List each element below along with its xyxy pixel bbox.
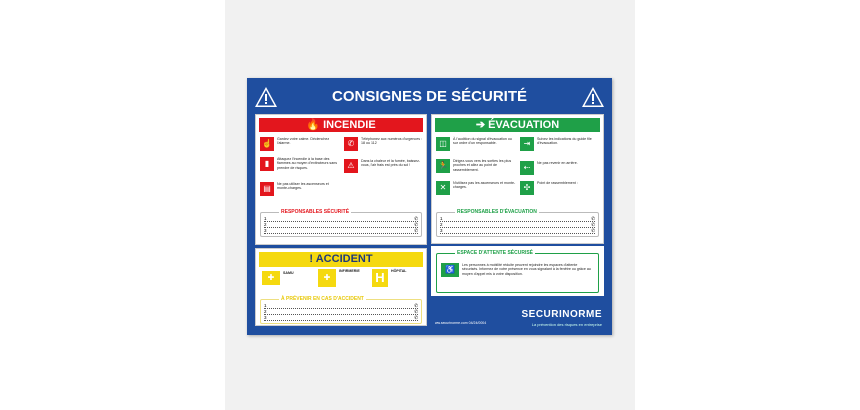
list-item: ✆ Téléphonez aux numéros d'urgences : 18 ou 112 [344, 137, 424, 151]
contact-line[interactable]: 1 ✆ [440, 216, 595, 221]
accident-header: ! ACCIDENT [259, 252, 423, 267]
guide-icon: ⇥ [520, 137, 534, 151]
first-aid-icon: ✚ [318, 269, 336, 287]
a-prevenir: À PRÉVENIR EN CAS D'ACCIDENT 1 ✆ 2 ✆ 3 ✆ [260, 299, 422, 324]
list-item: ⚠ Dans la chaleur et la fumée, baissez-vous, l'air frais est près du sol ! [344, 159, 424, 173]
no-return-icon: ⇠ [520, 161, 534, 175]
espace-box: ESPACE D'ATTENTE SÉCURISÉ ♿ Les personnes à mobilité réduite peuvent rejoindre les espaces d'attente sécurisés. Informez de votre présence en vous signalant à la fenêtre ou grâce au moyen d'appel mis à votre disposition. [436, 253, 599, 293]
contact-line[interactable]: 2 ✆ [264, 222, 418, 227]
list-item: ✕ N'utilisez pas les ascenseurs et monte-charges. [436, 181, 516, 195]
wheelchair-icon: ♿ [441, 263, 459, 277]
arrow-right-icon: ➔ [475, 119, 489, 131]
elevator-icon: ▤ [260, 182, 274, 196]
hopital-item: H HÔPITAL [372, 269, 407, 287]
contact-line[interactable]: 3 ✆ [264, 228, 418, 233]
reference: ww.securinorme.com 04/24/0004 [435, 321, 487, 325]
evacuation-panel [431, 114, 604, 244]
contact-line[interactable]: 1 ✆ [264, 216, 418, 221]
responsables-evacuation: RESPONSABLES D'ÉVACUATION 1 ✆ 2 ✆ 3 ✆ [436, 212, 599, 237]
list-item: 🏃 Dirigez-vous vers les sorties les plus proches et allez au point de rassemblement. [436, 159, 516, 173]
incendie-panel [255, 114, 427, 245]
list-item: ◫ À l'audition du signal d'évacuation ou sur ordre d'un responsable. [436, 137, 516, 151]
accident-panel [255, 248, 427, 326]
contact-line[interactable]: 3 ✆ [264, 315, 418, 320]
espace-item: ♿ Les personnes à mobilité réduite peuvent rejoindre les espaces d'attente sécurisés. Informez de votre présence en vous signalant à la fenêtre ou grâce au moyen d'appel mis à votre disposition. [441, 263, 591, 277]
list-item: ✣ Point de rassemblement : [520, 181, 600, 195]
assembly-point-icon: ✣ [520, 181, 534, 195]
extinguisher-icon: ▮ [260, 157, 274, 171]
alarm-icon: ☝ [260, 137, 274, 151]
fire-icon: 🔥 [306, 119, 324, 131]
samu-item: ✚ SAMU [262, 271, 294, 285]
contact-line[interactable]: 2 ✆ [440, 222, 595, 227]
phone-icon: ✆ [344, 137, 358, 151]
infirmerie-item: ✚ INFIRMERIE [318, 269, 360, 287]
safety-sign [247, 78, 612, 335]
espace-attente-panel [431, 246, 604, 296]
exit-run-icon: 🏃 [436, 159, 450, 173]
sign-title: CONSIGNES DE SÉCURITÉ [331, 88, 528, 105]
brand-logo: SECURINORME [521, 309, 602, 320]
responsables-securite: RESPONSABLES SÉCURITÉ 1 ✆ 2 ✆ 3 ✆ [260, 212, 422, 237]
list-item: ▮ Attaquez l'incendie à la base des flammes au moyen d'extincteurs sans prendre de risques. [260, 157, 340, 171]
siren-icon: ◫ [436, 137, 450, 151]
brand-tagline: La prévention des risques en entreprise [531, 322, 602, 327]
list-item: ⇥ Suivez les indications du guide file d'évacuation. [520, 137, 600, 151]
evacuation-header: ➔ ÉVACUATION [435, 118, 600, 132]
smoke-icon: ⚠ [344, 159, 358, 173]
hospital-icon: H [372, 269, 388, 287]
ambulance-icon: ✚ [262, 271, 280, 285]
list-item: ☝ Gardez votre calme. Déclenchez l'alarme. [260, 137, 340, 151]
contact-line[interactable]: 1 ✆ [264, 303, 418, 308]
list-item: ▤ Ne pas utiliser les ascenseurs et monte-charges. [260, 182, 340, 196]
contact-line[interactable]: 3 ✆ [440, 228, 595, 233]
no-elevator-icon: ✕ [436, 181, 450, 195]
contact-line[interactable]: 2 ✆ [264, 309, 418, 314]
list-item: ⇠ Ne pas revenir en arrière. [520, 161, 600, 175]
incendie-header: 🔥 INCENDIE [259, 118, 423, 132]
